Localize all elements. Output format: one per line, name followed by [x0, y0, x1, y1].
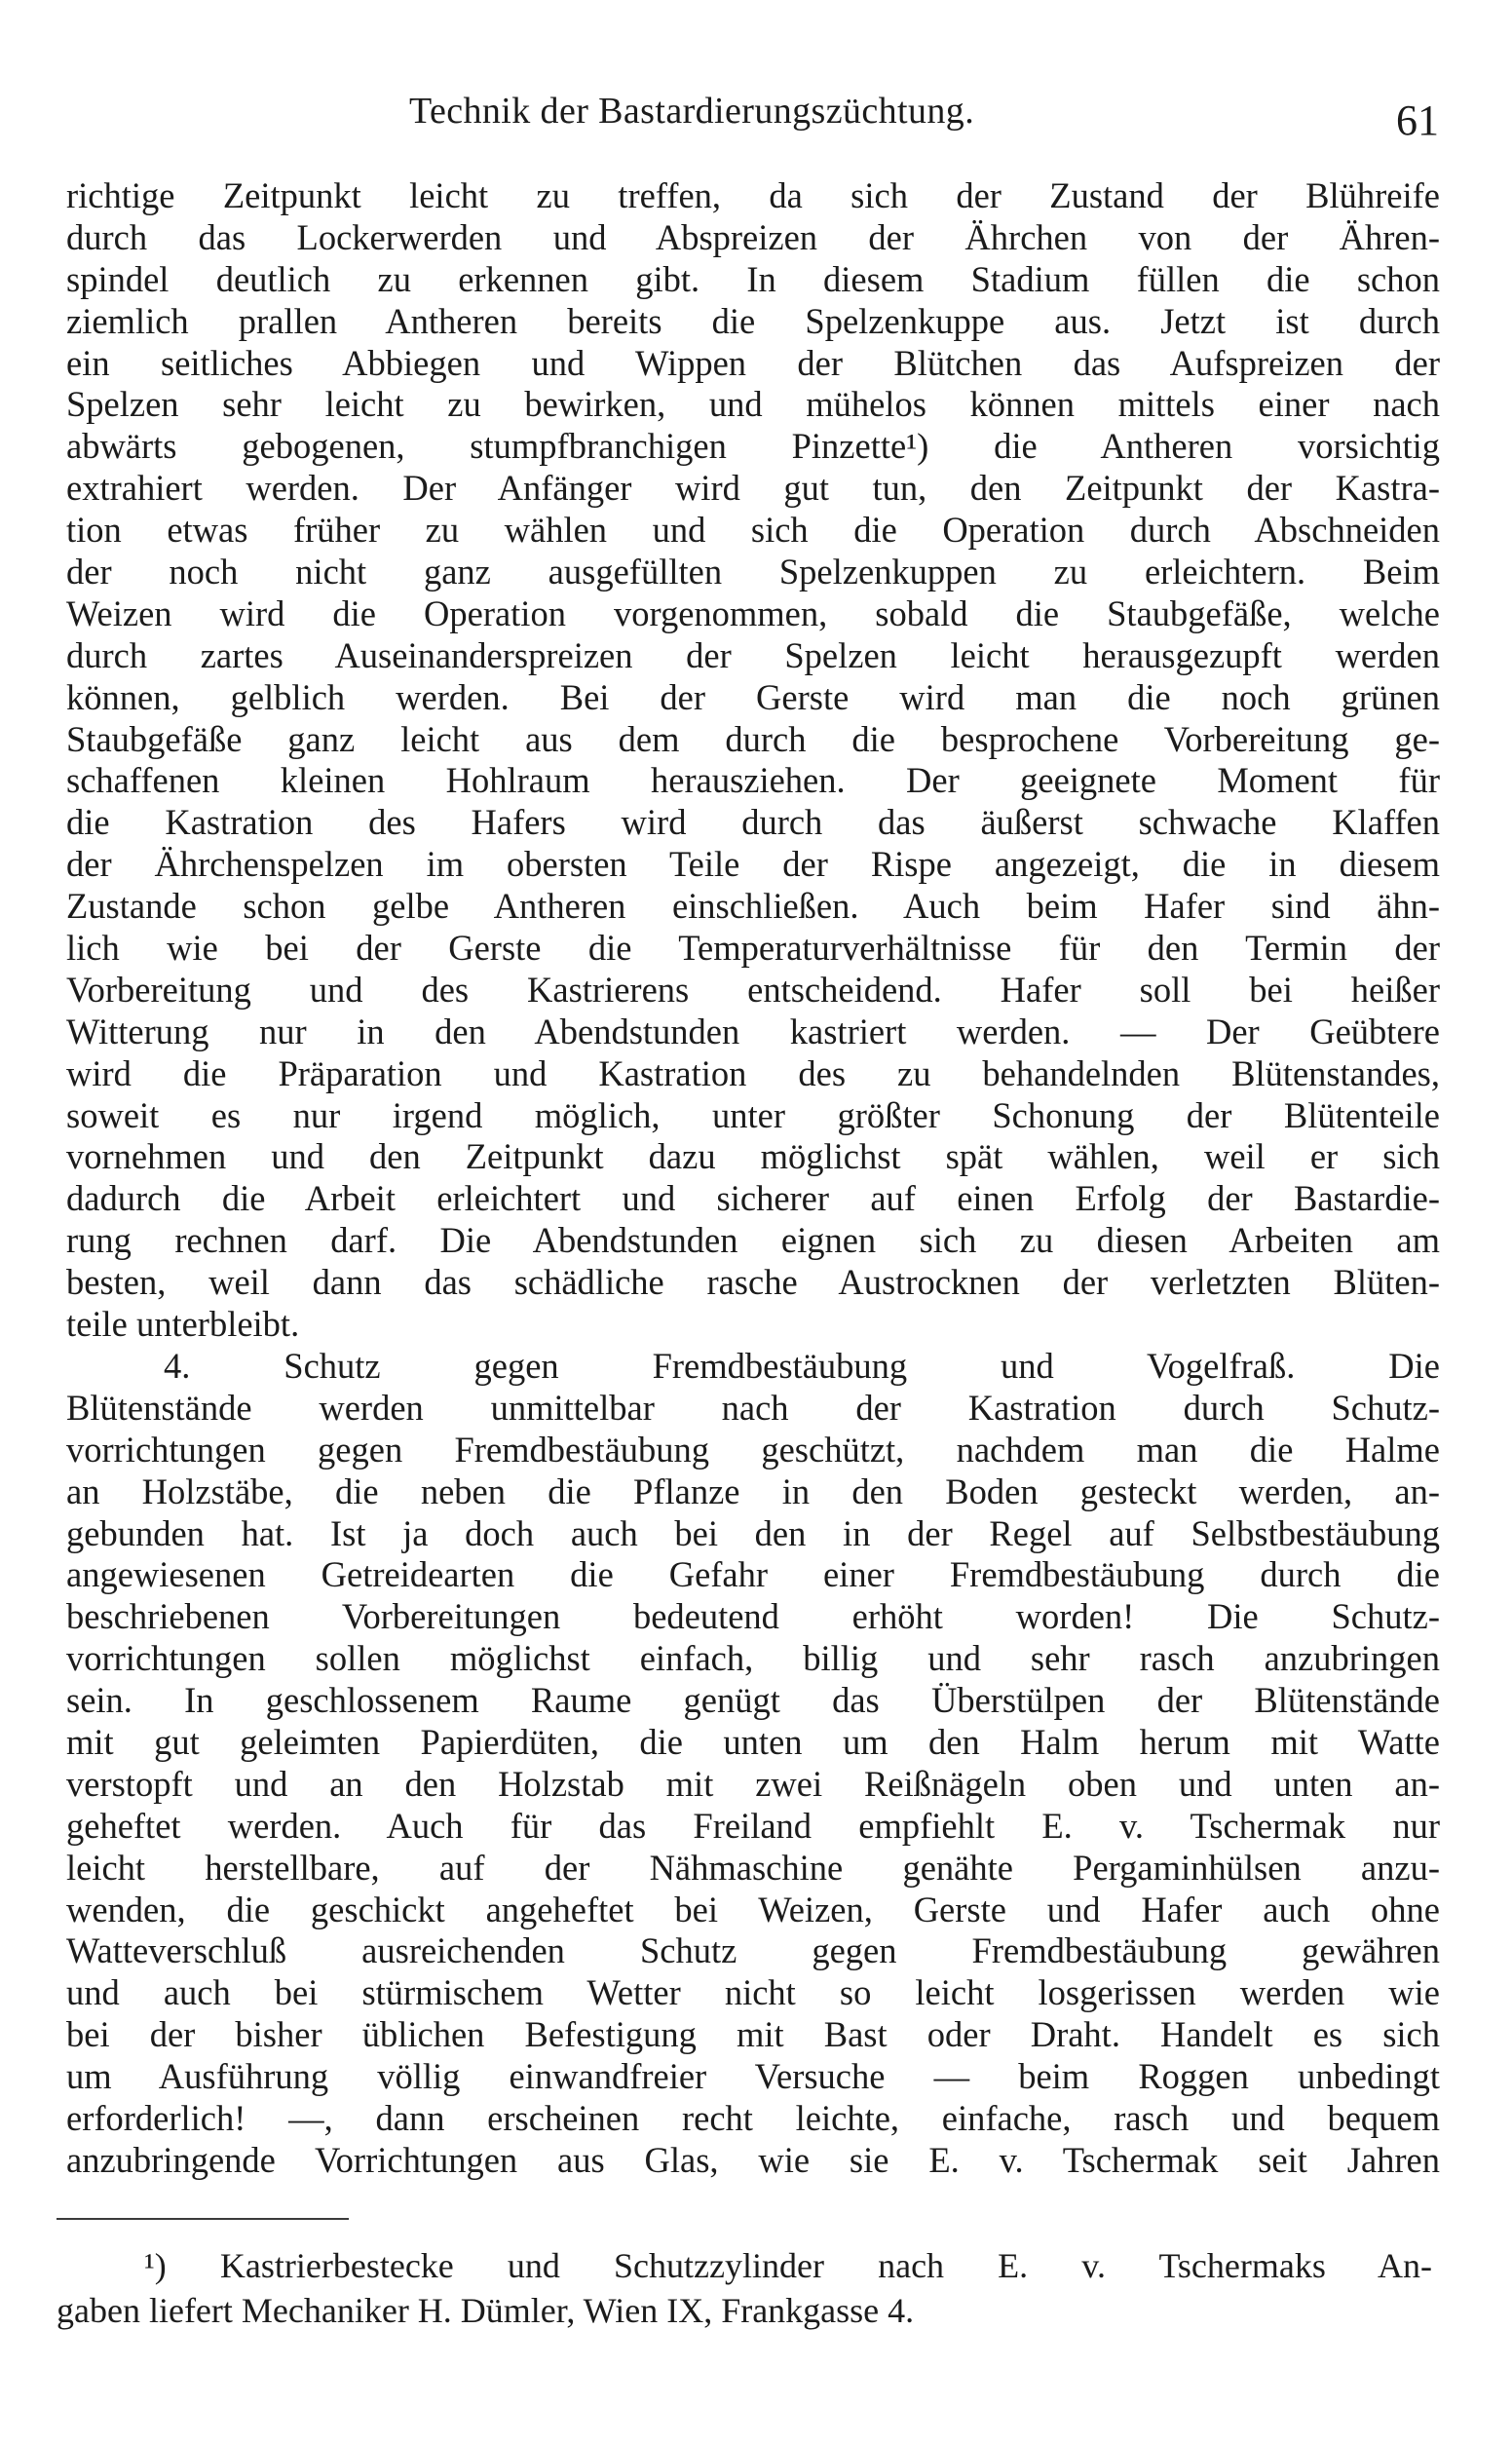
- text-line: Spelzen sehr leicht zu bewirken, und mühelos können mittels einer nach: [66, 384, 1440, 425]
- text-line: soweit es nur irgend möglich, unter größter Schonung der Blütenteile: [66, 1094, 1440, 1135]
- text-line: wird die Präparation und Kastration des zu behandelnden Blütenstandes,: [66, 1052, 1440, 1093]
- text-line: gebunden hat. Ist ja doch auch bei den in der Regel auf Selbstbestäubung: [66, 1512, 1440, 1553]
- text-line: spindel deutlich zu erkennen gibt. In diesem Stadium füllen die schon: [66, 258, 1440, 299]
- text-line: mit gut geleimten Papierdüten, die unten um den Halm herum mit Watte: [66, 1721, 1440, 1762]
- text-line: schaffenen kleinen Hohlraum herausziehen. Der geeignete Moment für: [66, 760, 1440, 801]
- text-line: richtige Zeitpunkt leicht zu treffen, da sich der Zustand der Blühreife: [66, 175, 1440, 215]
- text-line: wenden, die geschickt angeheftet bei Weizen, Gerste und Hafer auch ohne: [66, 1889, 1440, 1929]
- text-line: dadurch die Arbeit erleichtert und sicherer auf einen Erfolg der Bastardie-: [66, 1178, 1440, 1219]
- text-line: rung rechnen darf. Die Abendstunden eignen sich zu diesen Arbeiten am: [66, 1220, 1440, 1261]
- text-line: und auch bei stürmischem Wetter nicht so leicht losgerissen werden wie: [66, 1972, 1440, 2013]
- text-line: durch zartes Auseinanderspreizen der Spelzen leicht herausgezupft werden: [66, 634, 1440, 675]
- page-number: 61: [1396, 96, 1439, 144]
- text-line: tion etwas früher zu wählen und sich die Operation durch Abschneiden: [66, 510, 1440, 551]
- text-line: vornehmen und den Zeitpunkt dazu möglichst spät wählen, weil er sich: [66, 1136, 1440, 1177]
- text-line: lich wie bei der Gerste die Temperaturverhältnisse für den Termin der: [66, 928, 1440, 969]
- text-line: erforderlich! —, dann erscheinen recht leichte, einfache, rasch und bequem: [66, 2097, 1440, 2138]
- section-heading-line: 4. Schutz gegen Fremdbestäubung und Vogelfraß. Die: [164, 1345, 1440, 1386]
- running-title: Technik der Bastardierungszüchtung.: [409, 91, 975, 132]
- text-line: ein seitliches Abbiegen und Wippen der Blütchen das Aufspreizen der: [66, 342, 1440, 383]
- text-line: Staubgefäße ganz leicht aus dem durch die besprochene Vorbereitung ge-: [66, 718, 1440, 759]
- text-line: der noch nicht ganz ausgefüllten Spelzenkuppen zu erleichtern. Beim: [66, 552, 1440, 592]
- text-line: vorrichtungen gegen Fremdbestäubung geschützt, nachdem man die Halme: [66, 1429, 1440, 1470]
- text-line: beschriebenen Vorbereitungen bedeutend erhöht worden! Die Schutz-: [66, 1596, 1440, 1637]
- text-line: Witterung nur in den Abendstunden kastriert werden. — Der Geübtere: [66, 1011, 1440, 1051]
- text-line: die Kastration des Hafers wird durch das äußerst schwache Klaffen: [66, 802, 1440, 843]
- text-line: geheftet werden. Auch für das Freiland empfiehlt E. v. Tschermak nur: [66, 1805, 1440, 1846]
- text-line: besten, weil dann das schädliche rasche Austrocknen der verletzten Blüten-: [66, 1262, 1440, 1303]
- footnotes: [57, 2243, 1432, 2333]
- text-line: an Holzstäbe, die neben die Pflanze in den Boden gesteckt werden, an-: [66, 1470, 1440, 1511]
- text-line: leicht herstellbare, auf der Nähmaschine genähte Pergaminhülsen anzu-: [66, 1847, 1440, 1888]
- text-line: ziemlich prallen Antheren bereits die Spelzenkuppe aus. Jetzt ist durch: [66, 300, 1440, 341]
- text-line: extrahiert werden. Der Anfänger wird gut tun, den Zeitpunkt der Kastra-: [66, 468, 1440, 509]
- text-line: Watteverschluß ausreichenden Schutz gegen Fremdbestäubung gewähren: [66, 1930, 1440, 1971]
- text-line: Zustande schon gelbe Antheren einschließen. Auch beim Hafer sind ähn-: [66, 886, 1440, 927]
- text-line: Weizen wird die Operation vorgenommen, sobald die Staubgefäße, welche: [66, 592, 1440, 633]
- text-line: der Ährchenspelzen im obersten Teile der Rispe angezeigt, die in diesem: [66, 844, 1440, 885]
- text-line: Blütenstände werden unmittelbar nach der Kastration durch Schutz-: [66, 1387, 1440, 1428]
- text-line: vorrichtungen sollen möglichst einfach, billig und sehr rasch anzubringen: [66, 1638, 1440, 1679]
- text-line: können, gelblich werden. Bei der Gerste wird man die noch grünen: [66, 676, 1440, 717]
- text-line: verstopft und an den Holzstab mit zwei Reißnägeln oben und unten an-: [66, 1763, 1440, 1804]
- paragraph-end-line: teile unterbleibt.: [66, 1304, 300, 1345]
- body-text: [66, 175, 1440, 2224]
- text-line: sein. In geschlossenem Raume genügt das Überstülpen der Blütenstände: [66, 1680, 1440, 1721]
- text-line: durch das Lockerwerden und Abspreizen der Ährchen von der Ähren-: [66, 216, 1440, 257]
- text-line: angewiesenen Getreidearten die Gefahr einer Fremdbestäubung durch die: [66, 1554, 1440, 1595]
- footnote-line: ¹) Kastrierbestecke und Schutzzylinder nach E. v. Tschermaks An-: [144, 2246, 1432, 2285]
- footnote-divider: [57, 2218, 349, 2220]
- text-line: um Ausführung völlig einwandfreier Versuche — beim Roggen unbedingt: [66, 2056, 1440, 2097]
- text-line: anzubringende Vorrichtungen aus Glas, wie sie E. v. Tschermak seit Jahren: [66, 2139, 1440, 2180]
- text-line: bei der bisher üblichen Befestigung mit Bast oder Draht. Handelt es sich: [66, 2014, 1440, 2055]
- text-line: Vorbereitung und des Kastrierens entscheidend. Hafer soll bei heißer: [66, 969, 1440, 1010]
- footnote-line: gaben liefert Mechaniker H. Dümler, Wien IX, Frankgasse 4.: [57, 2291, 915, 2330]
- text-line: abwärts gebogenen, stumpfbranchigen Pinzette¹) die Antheren vorsichtig: [66, 426, 1440, 467]
